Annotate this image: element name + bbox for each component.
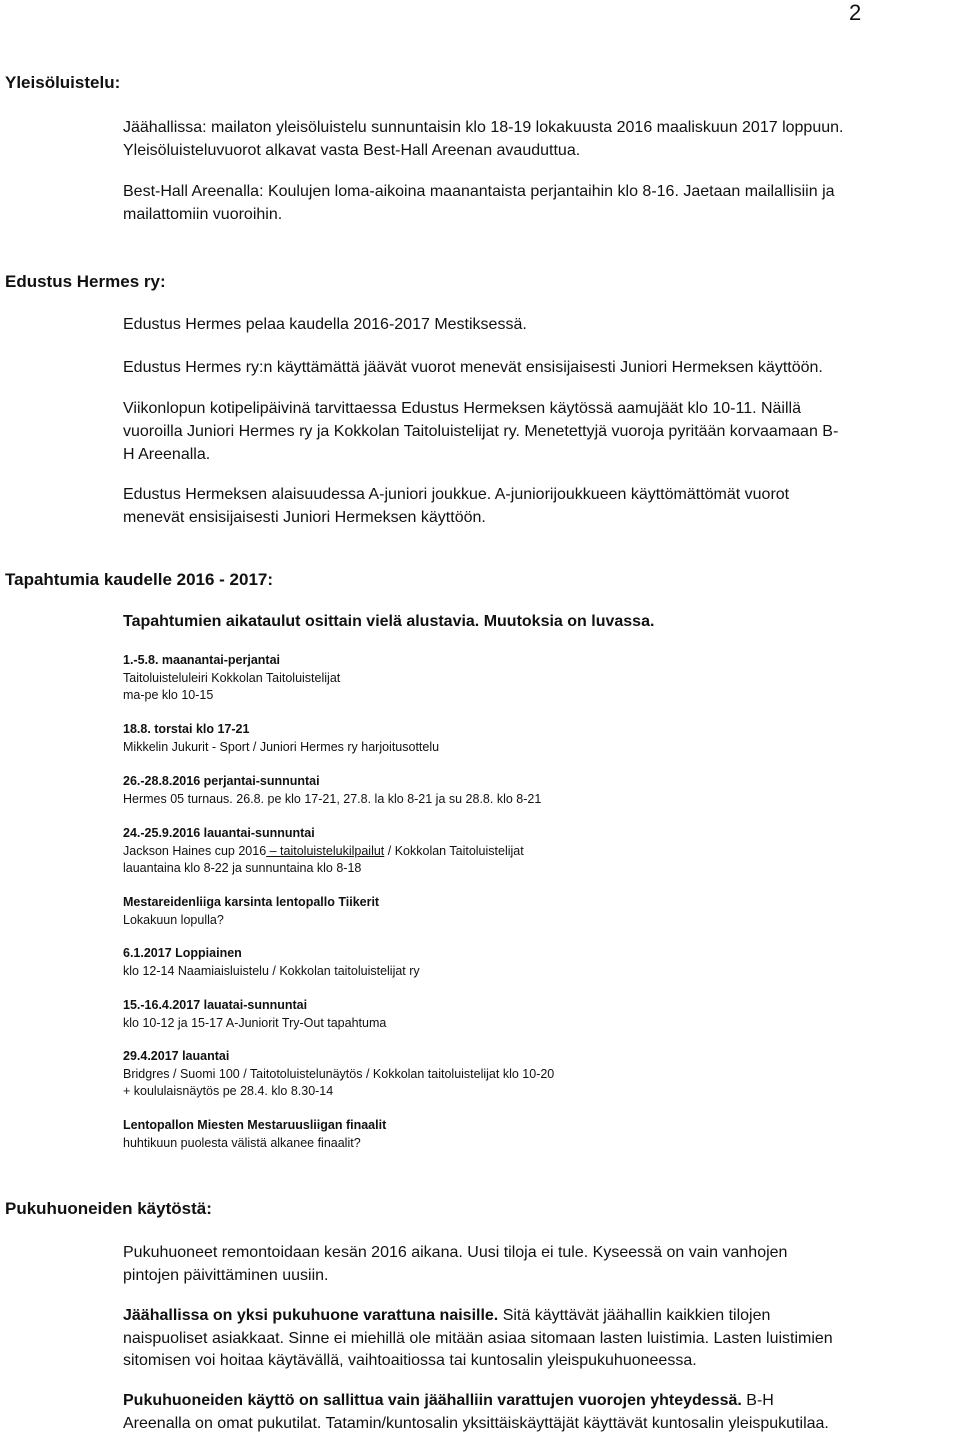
event-detail: Lokakuun lopulla? — [123, 912, 224, 927]
text-line: Yleisöluisteluvuorot alkavat vasta Best-Hall Areenan avauduttua. — [123, 142, 581, 159]
event-detail: klo 12-14 Naamiaisluistelu / Kokkolan taitoluistelijat ry — [123, 963, 420, 978]
bold-notice: Jäähallissa on yksi pukuhuone varattuna naisille. — [123, 1307, 499, 1324]
section-heading-pukuhuoneet: Pukuhuoneiden käytöstä: — [5, 1199, 212, 1218]
event-detail: + koululaisnäytös pe 28.4. klo 8.30-14 — [123, 1084, 334, 1098]
event-title: 29.4.2017 lauantai — [123, 1049, 230, 1063]
text-line: Edustus Hermeksen alaisuudessa A-juniori joukkue. A-juniorijoukkueen käyttömättömät vuorot — [123, 486, 790, 503]
event-detail: huhtikuun puolesta välistä alkanee finaalit? — [123, 1135, 361, 1150]
event-title: 24.-25.9.2016 lauantai-sunnuntai — [123, 826, 315, 840]
event-item — [123, 997, 386, 1032]
text-line: Edustus Hermes ry:n käyttämättä jäävät vuorot menevät ensisijaisesti Juniori Hermeksen käyttöön. — [123, 359, 823, 376]
event-detail: Mikkelin Jukurit - Sport / Juniori Hermes ry harjoitusottelu — [123, 739, 440, 754]
text-line: Best-Hall Areenalla: Koulujen loma-aikoina maanantaista perjantaihin klo 8-16. Jaetaan mailallisiin ja — [123, 183, 835, 200]
text-line: mailattomiin vuoroihin. — [123, 206, 283, 223]
event-detail: klo 10-12 ja 15-17 A-Juniorit Try-Out tapahtuma — [123, 1015, 387, 1030]
text-span: B-H — [741, 1392, 774, 1409]
event-title: 6.1.2017 Loppiainen — [123, 946, 242, 960]
section-heading-hermes: Edustus Hermes ry: — [5, 272, 166, 291]
paragraph — [123, 313, 953, 336]
paragraph — [123, 1305, 953, 1373]
event-item — [123, 721, 439, 756]
text-line: Pukuhuoneet remontoidaan kesän 2016 aikana. Uusi tiloja ei tule. Kyseessä on vain vanhojen — [123, 1244, 788, 1261]
text-line: H Areenalla. — [123, 446, 211, 463]
section-heading-yleisoluistelu: Yleisöluistelu: — [5, 73, 121, 92]
paragraph — [123, 1241, 953, 1287]
paragraph — [123, 180, 953, 226]
event-detail: Hermes 05 turnaus. 26.8. pe klo 17-21, 27.8. la klo 8-21 ja su 28.8. klo 8-21 — [123, 791, 542, 806]
event-item — [123, 825, 524, 878]
page-number: 2 — [849, 0, 862, 25]
text-line: menevät ensisijaisesti Juniori Hermeksen käyttöön. — [123, 509, 486, 526]
text-span: Sitä käyttävät jäähallin kaikkien tilojen — [498, 1307, 771, 1324]
event-subtitle: – taitoluistelukilpailut — [266, 843, 385, 858]
event-item — [123, 773, 541, 808]
event-title: Mestareidenliiga karsinta lentopallo Tiikerit — [123, 895, 380, 909]
event-item — [123, 1048, 554, 1101]
text-line: Areenalla on omat pukutilat. Tatamin/kuntosalin yksittäiskäyttäjät käyttävät kuntosalin yleispukutilaa. — [123, 1414, 829, 1432]
event-detail: Bridgres / Suomi 100 / Taitotoluistelunäytös / Kokkolan taitoluistelijat klo 10-20 — [123, 1066, 555, 1081]
event-detail — [123, 843, 524, 861]
event-name: Jackson Haines cup 2016 — [123, 843, 267, 858]
paragraph — [123, 397, 953, 466]
bold-notice: Pukuhuoneiden käyttö on sallittua vain jäähalliin varattujen vuorojen yhteydessä. — [123, 1392, 742, 1409]
paragraph — [123, 1390, 953, 1435]
event-detail: lauantaina klo 8-22 ja sunnuntaina klo 8-18 — [123, 861, 362, 875]
event-item — [123, 1117, 386, 1152]
event-detail: ma-pe klo 10-15 — [123, 688, 214, 702]
schedule-note: Tapahtumien aikataulut osittain vielä alustavia. Muutoksia on luvassa. — [123, 613, 655, 630]
text-line: Edustus Hermes pelaa kaudella 2016-2017 Mestiksessä. — [123, 316, 527, 333]
event-organizer: / Kokkolan Taitoluistelijat — [384, 843, 524, 858]
paragraph — [123, 116, 953, 162]
text-line: Viikonlopun kotipelipäivinä tarvittaessa Edustus Hermeksen käytössä aamujäät klo 10-11. Näillä — [123, 400, 801, 417]
text-line: Jäähallissa: mailaton yleisöluistelu sunnuntaisin klo 18-19 lokakuusta 2016 maaliskuun 2017 loppuun. — [123, 119, 844, 136]
event-title: Lentopallon Miesten Mestaruusliigan finaalit — [123, 1118, 387, 1132]
section-heading-tapahtumia: Tapahtumia kaudelle 2016 - 2017: — [5, 570, 274, 589]
event-title: 15.-16.4.2017 lauatai-sunnuntai — [123, 998, 308, 1012]
text-line: vuoroilla Juniori Hermes ry ja Kokkolan Taitoluistelijat ry. Menetettyjä vuoroja pyritään korvaamaan B- — [123, 423, 839, 440]
event-title: 1.-5.8. maanantai-perjantai — [123, 653, 281, 667]
text-line: naispuoliset asiakkaat. Sinne ei miehillä ole mitään asiaa sitomaan lasten luistimia. Lasten luistimien — [123, 1329, 833, 1347]
event-item — [123, 894, 379, 929]
event-item — [123, 945, 420, 980]
event-detail: Taitoluisteluleiri Kokkolan Taitoluistelijat — [123, 670, 341, 685]
event-item — [123, 652, 340, 705]
event-title: 18.8. torstai klo 17-21 — [123, 722, 250, 736]
paragraph — [123, 356, 953, 379]
text-line: pintojen päivittäminen uusiin. — [123, 1267, 329, 1284]
text-line: sitomisen voi hoitaa käytävällä, vaihtoaitiossa tai kuntosalin yleispukuhuoneessa. — [123, 1352, 697, 1369]
paragraph — [123, 483, 953, 529]
event-title: 26.-28.8.2016 perjantai-sunnuntai — [123, 774, 320, 788]
text-line — [123, 1390, 953, 1413]
text-line — [123, 1305, 953, 1328]
